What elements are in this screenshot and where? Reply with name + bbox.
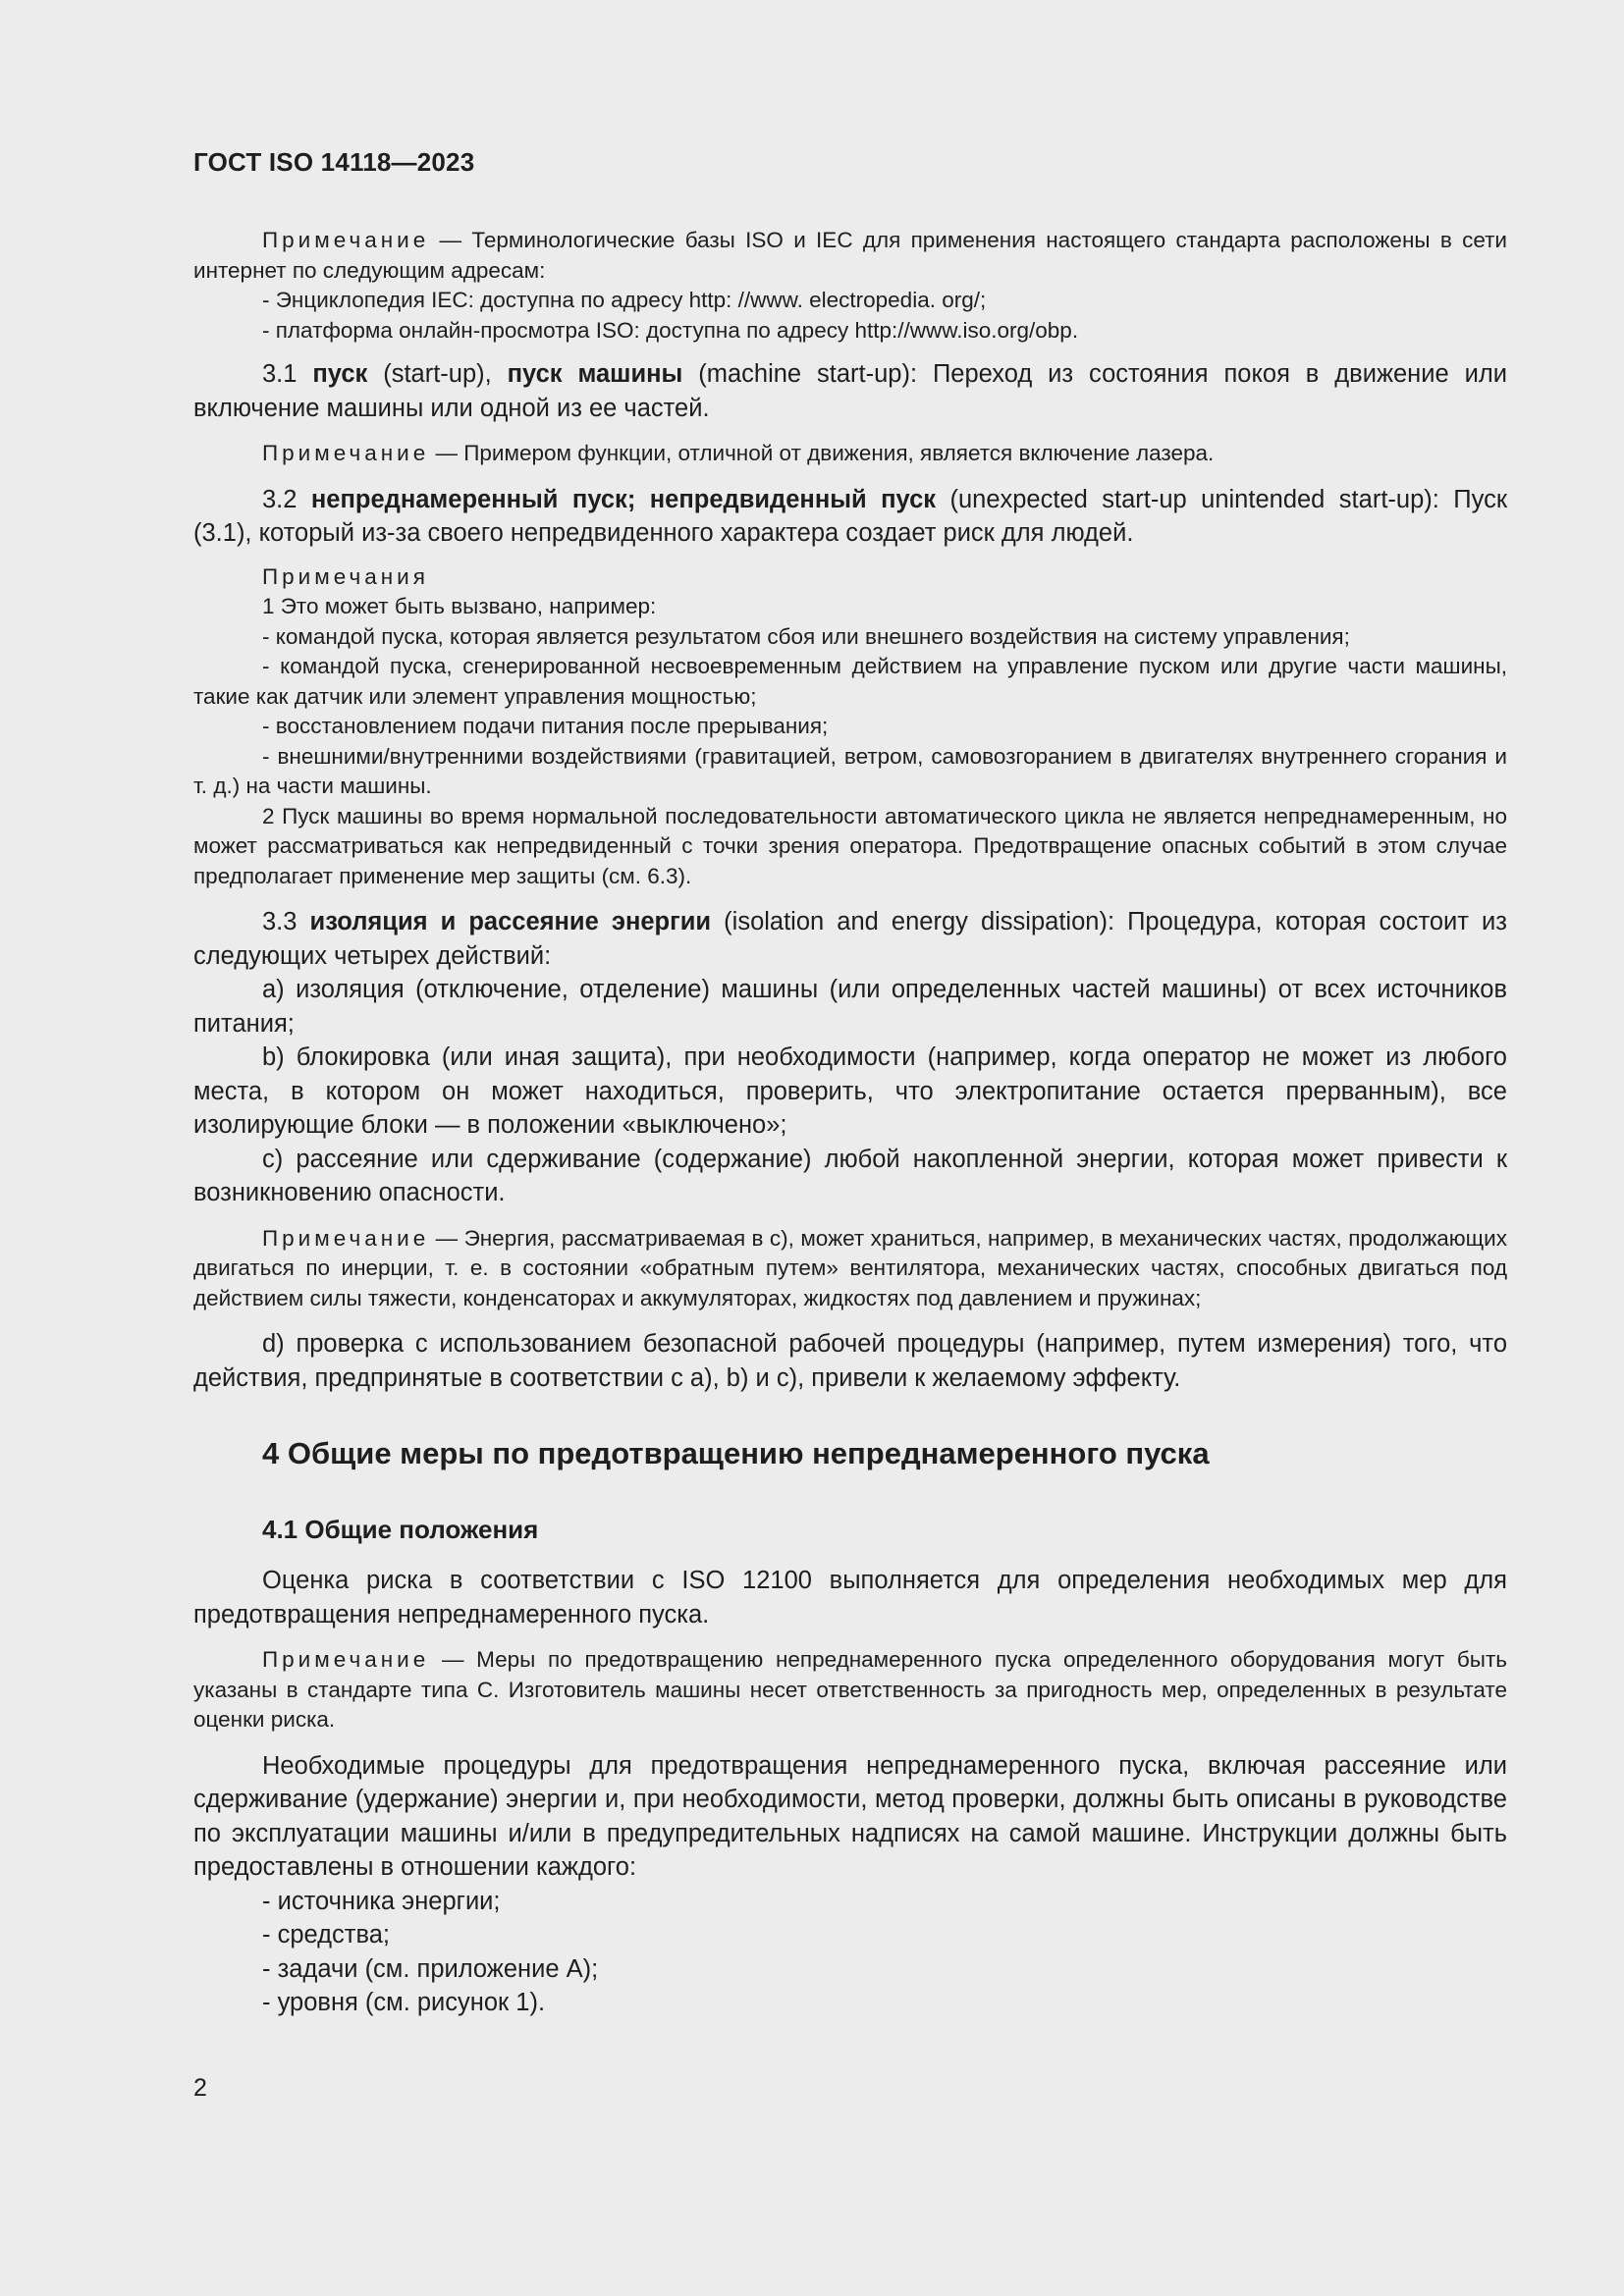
term: изоляция и рассеяние энергии <box>309 908 712 935</box>
list-item: - Энциклопедия IEC: доступна по адресу http: //www. electropedia. org/; <box>262 288 987 312</box>
note-item: - командой пуска, которая является результатом сбоя или внешнего воздействия на систему управления; <box>262 623 1350 649</box>
list-item: b) блокировка (или иная защита), при необходимости (например, когда оператор не может из любого места, в котором он может находиться, проверить, что электропитание остается прерванным), все изолирующие блоки — в положении «выключено»; <box>193 1043 1507 1139</box>
page-number: 2 <box>193 2074 207 2102</box>
note-item: - командой пуска, сгенерированной несвоевременным действием на управление пуском или другие части машины, такие как датчик или элемент управления мощностью; <box>193 654 1507 709</box>
list-item: d) проверка с использованием безопасной рабочей процедуры (например, путем измерения) того, что действия, предпринятые в соответствии с a), b) и c), привели к желаемому эффекту. <box>193 1330 1507 1392</box>
notes-label: Примечания <box>262 563 429 589</box>
paragraph: Необходимые процедуры для предотвращения непреднамеренного пуска, включая рассеяние или сдерживание (удержание) энергии и, при необходимости, метод проверки, должны быть описаны в руководстве по эксплуатации машины и/или в предупредительных надписях на самой машине. Инструкции должны быть предоставлены в отношении каждого: <box>193 1751 1507 1881</box>
list-item: - задачи (см. приложение A); <box>262 1954 599 1983</box>
note-item: - внешними/внутренними воздействиями (гравитацией, ветром, самовозгоранием в двигателях внутреннего сгорания и т. д.) на части машины. <box>193 743 1507 798</box>
list-item: c) рассеяние или сдерживание (содержание) любой накопленной энергии, которая может привести к возникновению опасности. <box>193 1145 1507 1206</box>
note-item: 2 Пуск машины во время нормальной последовательности автоматического цикла не является непреднамеренным, но может рассматриваться как непредвиденный с точки зрения оператора. Предотвращение опасных событий в этом случае предполагает применение мер защиты (см. 6.3). <box>193 803 1507 888</box>
list-item: - платформа онлайн-просмотра ISO: доступна по адресу http://www.iso.org/obp. <box>262 317 1079 343</box>
definition-3-1: 3.1 пуск (start-up), пуск машины (machine start-up): Переход из состояния покоя в движение или включение машины или одной из ее частей. <box>193 360 1507 422</box>
page-content <box>193 226 1507 2020</box>
note-item: - восстановлением подачи питания после прерывания; <box>262 714 829 738</box>
document-header: ГОСТ ISO 14118—2023 <box>193 147 475 177</box>
list-item: a) изоляция (отключение, отделение) машины (или определенных частей машины) от всех источников питания; <box>193 976 1507 1038</box>
list-item: - уровня (см. рисунок 1). <box>262 1989 546 2016</box>
term: непреднамеренный пуск; непредвиденный пуск <box>310 485 937 513</box>
list-item: - источника энергии; <box>262 1887 501 1915</box>
term: пуск машины <box>507 360 683 388</box>
intro-note: Примечание — Терминологические базы ISO и IEC для применения настоящего стандарта расположены в сети интернет по следующим адресам: <box>193 228 1507 283</box>
note-4-1: Примечание — Меры по предотвращению непреднамеренного пуска определенного оборудования могут быть указаны в стандарте типа C. Изготовитель машины несет ответственность за пригодность мер, определенных в результате оценки риска. <box>193 1647 1507 1732</box>
note-3-3: Примечание — Энергия, рассматриваемая в c), может храниться, например, в механических частях, продолжающих двигаться по инерции, т. е. в состоянии «обратным путем» вентилятора, механических частях, способных двигаться под действием силы тяжести, конденсаторах и аккумуляторах, жидкостях под давлением и пружинах; <box>193 1225 1507 1310</box>
section-heading: 4 Общие меры по предотвращению непреднамеренного пуска <box>262 1436 1210 1470</box>
paragraph: Оценка риска в соответствии с ISO 12100 выполняется для определения необходимых мер для предотвращения непреднамеренного пуска. <box>193 1567 1507 1629</box>
subsection-heading: 4.1 Общие положения <box>262 1515 539 1544</box>
note-3-1: Примечание — Примером функции, отличной от движения, является включение лазера. <box>262 441 1215 465</box>
term: пуск <box>312 360 368 388</box>
note-label: Примечание <box>262 228 430 252</box>
list-item: - средства; <box>262 1921 390 1949</box>
definition-3-3: 3.3 изоляция и рассеяние энергии (isolation and energy dissipation): Процедура, которая состоит из следующих четырех действий: <box>193 908 1507 970</box>
definition-3-2: 3.2 непреднамеренный пуск; непредвиденный пуск (unexpected start-up unintended start-up): Пуск (3.1), который из-за своего непредвиденного характера создает риск для людей. <box>193 485 1507 547</box>
note-item: 1 Это может быть вызвано, например: <box>262 594 657 618</box>
